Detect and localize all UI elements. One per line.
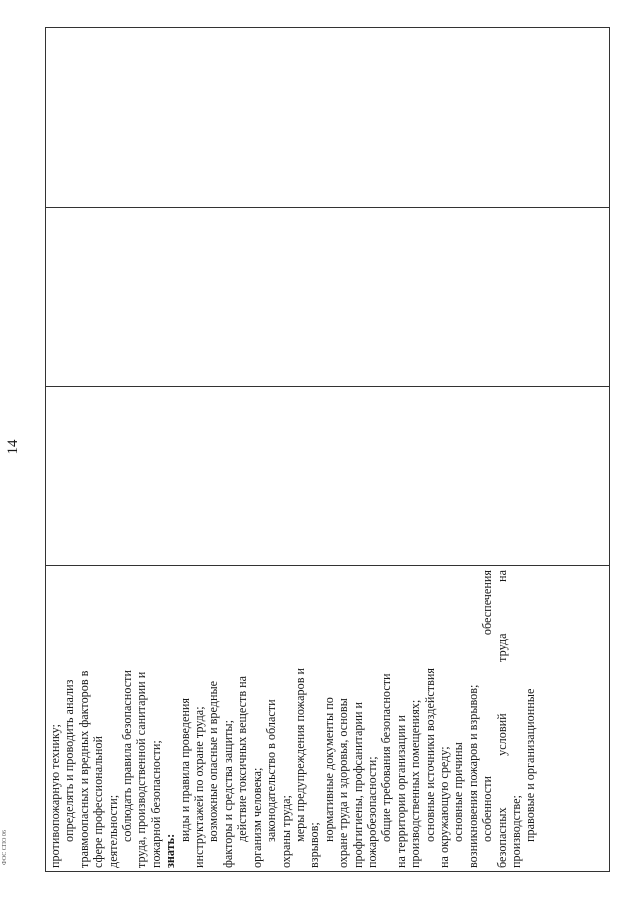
page-number: 14 [5,439,21,455]
text-line: охраны труда; [278,795,293,868]
text-line: деятельности; [105,794,120,868]
text-line: на территории организации и [393,715,408,868]
text-line: взрывов; [307,822,322,868]
word: особенности [480,775,495,842]
text-line: факторы и средства защиты; [220,720,235,868]
text-line: на окружающую среду; [436,746,451,868]
empty-cell [46,387,610,566]
table-row [46,28,610,872]
main-text-cell [46,566,610,872]
text-line: пожаробезопасности; [364,756,379,868]
text-line: законодательство в области [264,699,279,842]
word: на [494,570,509,582]
footer-mark: ФОС СПО 06 [2,830,8,865]
text-line: виды и правила проведения [177,697,192,842]
text-line: труда, производственной санитарии и [134,671,149,868]
text-line: травмоопасных и вредных факторов в [76,670,91,868]
word: условий [494,713,509,756]
text-line: определять и проводить анализ [62,679,77,842]
word: обеспечения [480,570,495,636]
competency-table [45,27,610,872]
text-line: основные причины [451,742,466,842]
text-line: возникновения пожаров и взрывов; [465,684,480,868]
text-line: действие токсичных веществ на [235,675,250,842]
word: безопасных [494,807,509,868]
text-line: пожарной безопасности; [148,740,163,868]
text-line: общие требования безопасности [379,673,394,842]
empty-cell [46,208,610,387]
text-line: меры предупреждения пожаров и [292,667,307,842]
text-line: профгигиены, профсанитарии и [350,701,365,868]
text-line: нормативные документы по [321,697,336,842]
main-text [46,566,538,871]
text-line: производственных помещениях; [408,699,423,868]
empty-cell [46,28,610,208]
section-heading: знать: [163,833,178,868]
text-line: основные источники воздействия [422,668,437,842]
text-line: производстве; [509,795,523,868]
text-line: охране труда и здоровья, основы [336,698,351,868]
text-line [495,570,509,868]
text-line [480,570,494,868]
text-line: соблюдать правила безопасности [120,670,135,842]
text-line: противопожарную технику; [48,724,62,868]
text-line: организм человека; [249,767,264,868]
word: труда [494,633,509,662]
text-line: сфере профессиональной [91,736,106,868]
text-line: возможные опасные и вредные [206,680,221,842]
text-line: инструктажей по охране труда; [192,706,207,868]
text-line: правовые и организационные [523,688,538,842]
